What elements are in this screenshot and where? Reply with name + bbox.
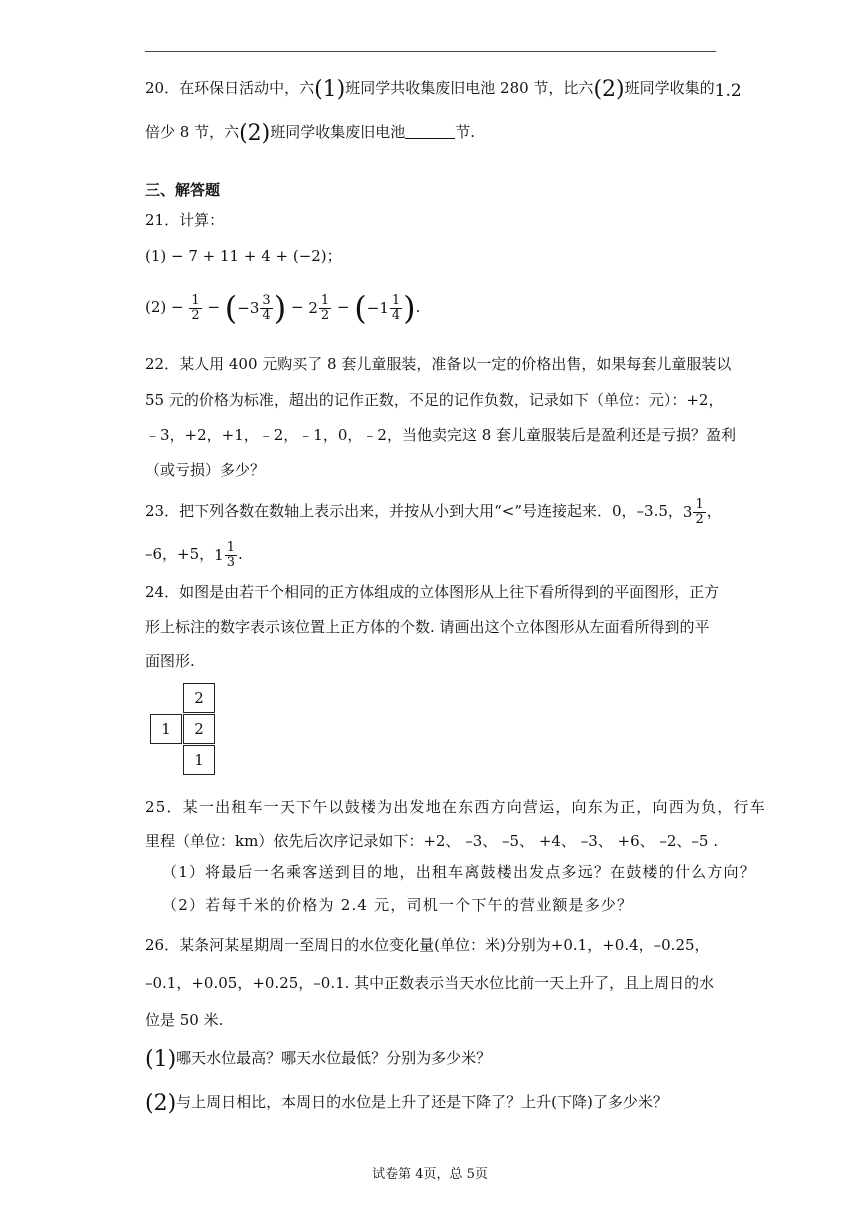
- q25-line1: 25．某一出租车一天下午以鼓楼为出发地在东西方向营运，向东为正，向西为负，行车: [145, 798, 766, 816]
- q20-text-f: 节.: [455, 123, 476, 141]
- q20-text-b: 班同学共收集废旧电池 280 节，比六: [345, 79, 594, 97]
- q20-class1: (1): [314, 77, 346, 102]
- q26-line3: 位是 50 米.: [145, 1011, 224, 1029]
- q20-class3: (2): [239, 121, 271, 146]
- q20-line1: [145, 78, 742, 101]
- q22-line1: 22．某人用 400 元购买了 8 套儿童服装，准备以一定的价格出售，如果每套儿童服装以: [145, 355, 732, 373]
- mixed-number: 1 $\frac{1}{3}$: [214, 539, 235, 570]
- header-rule: [145, 51, 716, 52]
- q20-text-a: 20．在环保日活动中，六: [145, 79, 315, 97]
- q20-ratio: 1.2: [714, 81, 742, 101]
- q20-answer-blank[interactable]: [405, 124, 455, 139]
- mixed-number: −3 $\frac{3}{4}$: [237, 292, 271, 323]
- fraction: $\frac{1}{2}$: [191, 292, 200, 323]
- q22-line2: 55 元的价格为标准，超出的记作正数，不足的记作负数，记录如下（单位：元）：+2，: [145, 391, 724, 409]
- q24-line2: 形上标注的数字表示该位置上正方体的个数. 请画出这个立体图形从左面看所得到的平: [145, 618, 710, 636]
- q25-sub2: （2）若每千米的价格为 2.4 元，司机一个下午的营业额是多少？: [162, 896, 634, 914]
- q21-title: 21．计算：: [145, 211, 225, 229]
- q26-sub2: (2)与上周日相比，本周日的水位是上升了还是下降了？上升(下降)了多少米？: [145, 1091, 668, 1116]
- q21-part2: (2) − $\frac{1}{2}$ − ( −3 $\frac{3}{4}$ ) − 2 $\frac{1}{2}$ − ( −1 $\frac{1}{4}$ ).: [145, 289, 421, 327]
- q21-part2-label: (2) −: [145, 298, 184, 316]
- q20-line2: [145, 122, 475, 144]
- q20-text-d: 倍少 8 节，六: [145, 123, 240, 141]
- q23-line1: 23．把下列各数在数轴上表示出来，并按从小到大用“<”号连接起来．0，–3.5， 3 $\frac{1}{2}$ ，: [145, 494, 722, 529]
- q22-line4: （或亏损）多少？: [145, 461, 266, 479]
- q26-line2: –0.1，+0.05，+0.25，–0.1. 其中正数表示当天水位比前一天上升了，且上周日的水: [145, 974, 715, 992]
- q20-text-c: 班同学收集的: [624, 79, 715, 97]
- grid-cell: 1: [183, 745, 215, 775]
- q25-line2: 里程（单位：km）依先后次序记录如下：+2、 –3、 –5、 +4、 –3、 +6、 –2、–5 .: [145, 832, 719, 850]
- q20-text-e: 班同学收集废旧电池: [270, 123, 406, 141]
- top-view-grid: [150, 683, 216, 776]
- q25-sub1: （1）将最后一名乘客送到目的地，出租车离鼓楼出发点多远？在鼓楼的什么方向？: [162, 863, 756, 881]
- q21-part1: (1) − 7 + 11 + 4 + (−2)；: [145, 247, 342, 265]
- q24-line1: 24．如图是由若干个相同的正方体组成的立体图形从上往下看所得到的平面图形，正方: [145, 583, 720, 601]
- grid-cell: 2: [183, 714, 215, 744]
- grid-cell: 1: [150, 714, 182, 744]
- mixed-number: 2 $\frac{1}{2}$: [308, 292, 330, 323]
- q22-line3: ﹣3，+2，+1，﹣2，﹣1，0，﹣2，当他卖完这 8 套儿童服装后是盈利还是亏损？盈利: [145, 426, 737, 444]
- q26-line1: 26．某条河某星期周一至周日的水位变化量(单位：米)分别为+0.1，+0.4，–0.25，: [145, 936, 710, 954]
- section-title: 三、解答题: [145, 181, 221, 199]
- grid-cell: 2: [183, 683, 215, 713]
- mixed-number: 3 $\frac{1}{2}$: [682, 496, 704, 527]
- q24-line3: 面图形.: [145, 652, 195, 670]
- q20-class2: (2): [593, 77, 625, 102]
- q23-line2: –6，+5， 1 $\frac{1}{3}$ .: [145, 537, 243, 572]
- page-footer: 试卷第 4页，总 5页: [372, 1167, 488, 1182]
- q26-sub1: (1)哪天水位最高？哪天水位最低？分别为多少米？: [145, 1047, 492, 1072]
- mixed-number: −1 $\frac{1}{4}$: [366, 292, 401, 323]
